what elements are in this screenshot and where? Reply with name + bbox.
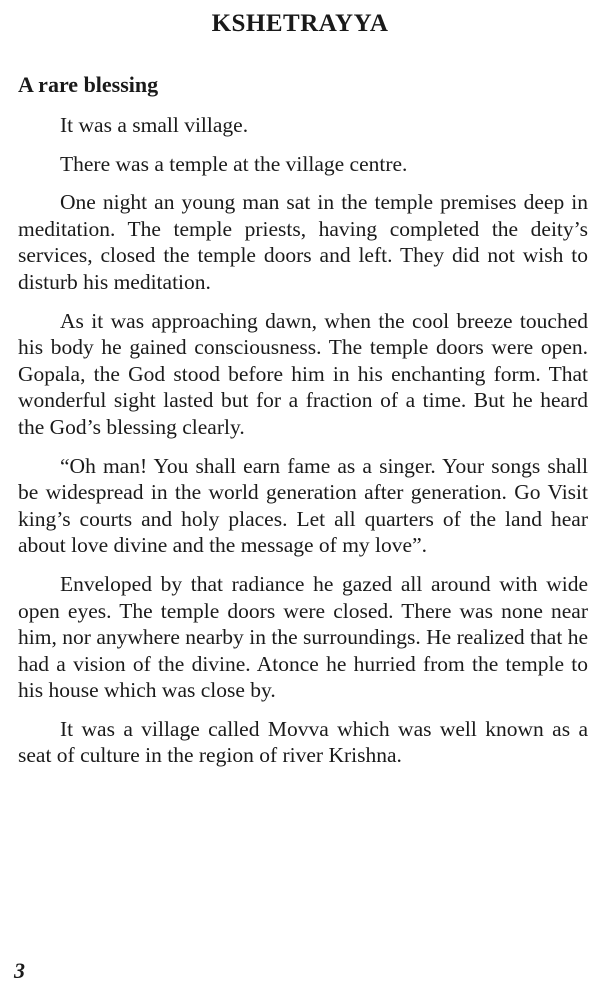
body-text — [18, 112, 588, 781]
paragraph-2: There was a temple at the village centre. — [60, 151, 408, 176]
chapter-title: KSHETRAYYA — [211, 10, 389, 37]
paragraph-3: One night an young man sat in the temple premises deep in meditation. The temple priests, having completed the deity’s services, closed the temple doors and left. They did not wish to disturb his meditation. — [18, 190, 588, 294]
paragraph-5: “Oh man! You shall earn fame as a singer. Your songs shall be widespread in the world generation after generation. Go Visit king’s courts and holy places. Let all quarters of the land hear about love divine and the message of my love”. — [18, 453, 588, 558]
section-heading: A rare blessing — [18, 72, 159, 97]
paragraph-7: It was a village called Movva which was well known as a seat of culture in the region of river Krishna. — [18, 716, 588, 768]
paragraph-4: As it was approaching dawn, when the cool breeze touched his body he gained consciousness. The temple doors were open. Gopala, the God stood before him in his enchanting form. That wonderful sight lasted but for a fraction of a time. But he heard the God’s blessing clearly. — [18, 308, 588, 439]
page-number: 3 — [14, 958, 25, 983]
paragraph-1: It was a small village. — [60, 113, 249, 137]
paragraph-6: Enveloped by that radiance he gazed all around with wide open eyes. The temple doors were closed. There was none near him, nor anywhere nearby in the surroundings. He realized that he had a vision of the divine. Atonce he hurried from the temple to his house which was close by. — [18, 571, 588, 703]
